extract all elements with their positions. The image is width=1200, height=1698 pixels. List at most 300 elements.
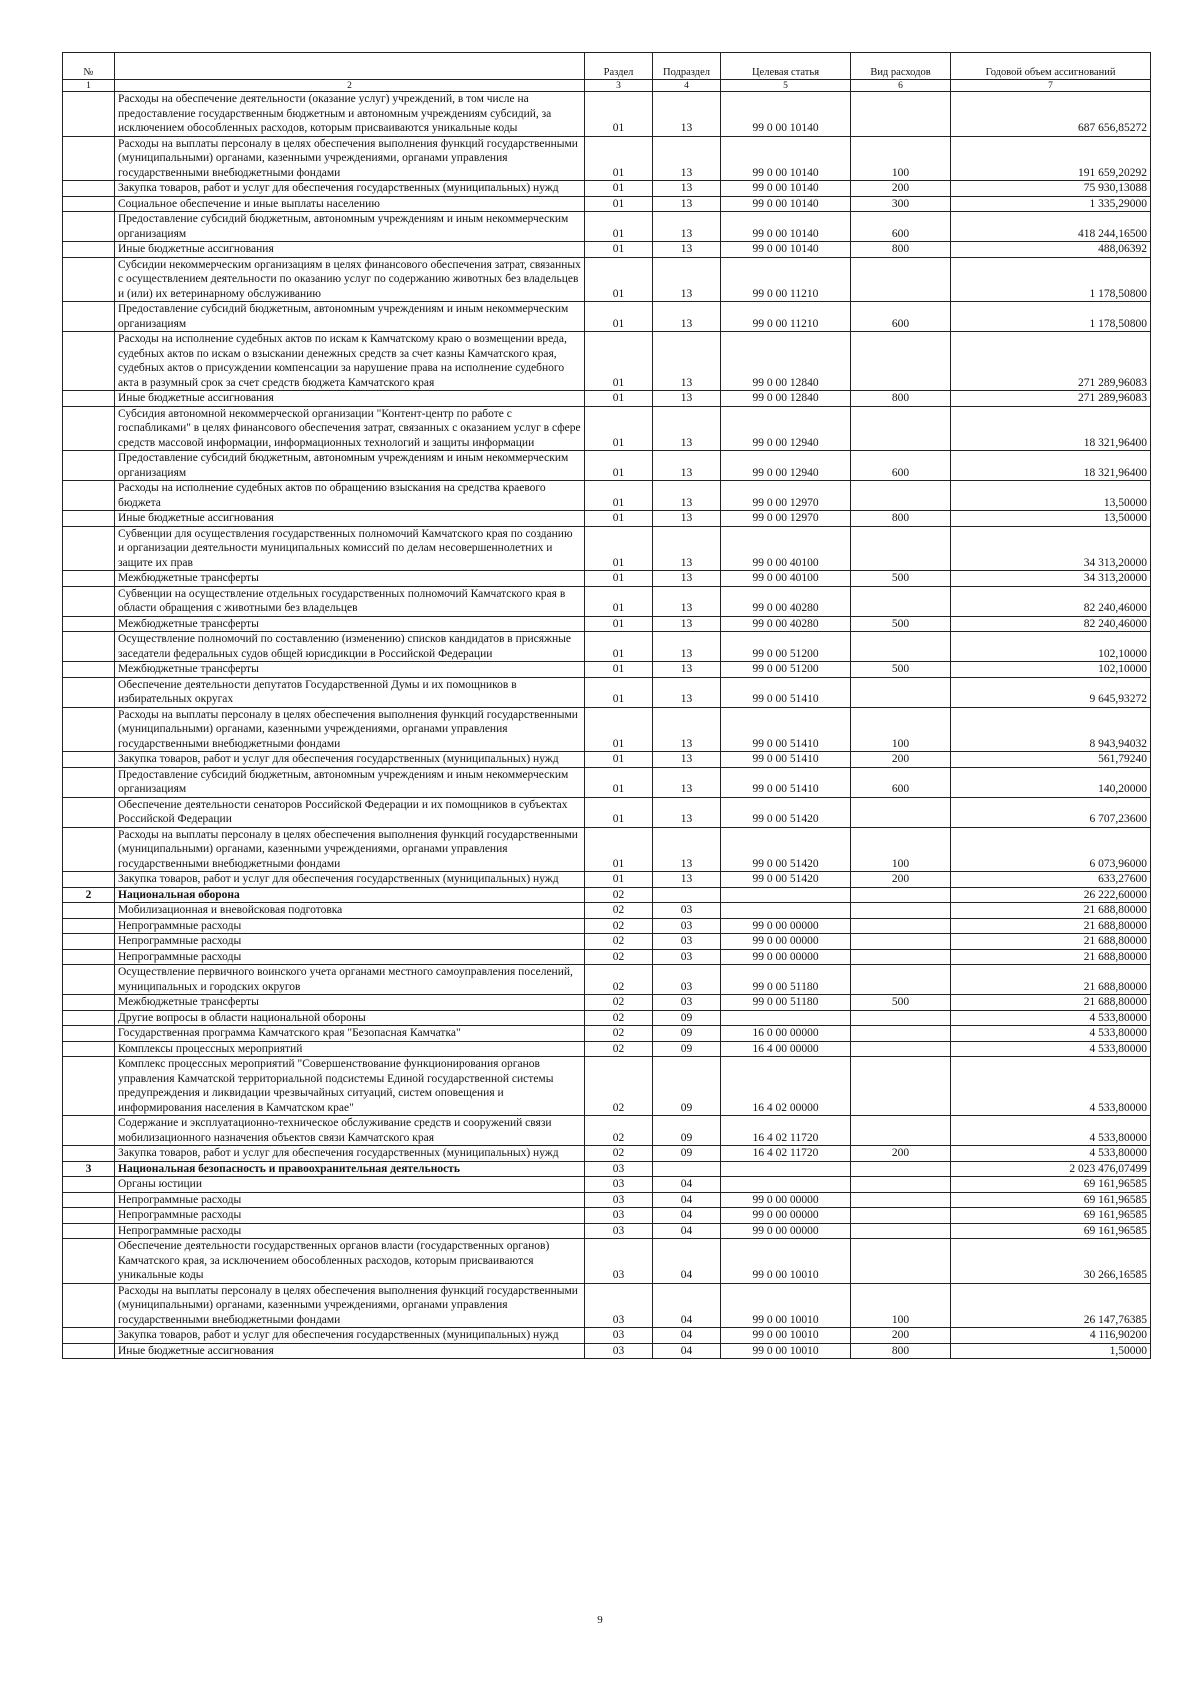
cell-razdel: 01	[585, 481, 653, 511]
cell-number	[63, 586, 115, 616]
table-row	[63, 1116, 1151, 1146]
cell-description: Комплексы процессных мероприятий	[115, 1041, 585, 1057]
cell-description: Обеспечение деятельности депутатов Государственной Думы и их помощников в избирательных округах	[115, 677, 585, 707]
cell-number	[63, 212, 115, 242]
cell-number	[63, 1328, 115, 1344]
table-row	[63, 965, 1151, 995]
cell-podrazdel	[653, 887, 721, 903]
cell-target-article: 99 0 00 51410	[721, 707, 851, 752]
cell-podrazdel: 13	[653, 136, 721, 181]
cell-expense-type: 200	[851, 752, 951, 768]
cell-number: 2	[63, 887, 115, 903]
cell-description: Расходы на выплаты персоналу в целях обеспечения выполнения функций государственными (муниципальными) органами, казенными учреждениями, органами управления государственными внебюджетными фондами	[115, 707, 585, 752]
cell-razdel: 02	[585, 918, 653, 934]
cell-razdel: 01	[585, 872, 653, 888]
cell-description: Непрограммные расходы	[115, 1192, 585, 1208]
cell-number	[63, 918, 115, 934]
table-row	[63, 1328, 1151, 1344]
cell-number	[63, 92, 115, 137]
cell-target-article: 16 4 02 11720	[721, 1146, 851, 1162]
table-row	[63, 332, 1151, 391]
table-row	[63, 797, 1151, 827]
cell-amount: 75 930,13088	[951, 181, 1151, 197]
cell-description: Непрограммные расходы	[115, 1208, 585, 1224]
cell-target-article: 99 0 00 00000	[721, 949, 851, 965]
table-row	[63, 616, 1151, 632]
header-annual-amount: Годовой объем ассигнований	[951, 53, 1151, 80]
cell-target-article: 16 0 00 00000	[721, 1026, 851, 1042]
cell-expense-type	[851, 481, 951, 511]
cell-description: Закупка товаров, работ и услуг для обеспечения государственных (муниципальных) нужд	[115, 1328, 585, 1344]
cell-podrazdel: 13	[653, 872, 721, 888]
cell-number	[63, 1146, 115, 1162]
cell-description: Межбюджетные трансферты	[115, 995, 585, 1011]
table-row	[63, 752, 1151, 768]
cell-razdel: 01	[585, 767, 653, 797]
cell-number	[63, 1057, 115, 1116]
table-row	[63, 586, 1151, 616]
cell-razdel: 03	[585, 1177, 653, 1193]
header-no: №	[63, 53, 115, 80]
cell-number	[63, 391, 115, 407]
cell-amount: 191 659,20292	[951, 136, 1151, 181]
cell-number	[63, 511, 115, 527]
cell-razdel: 02	[585, 1057, 653, 1116]
table-row	[63, 1177, 1151, 1193]
cell-podrazdel: 04	[653, 1239, 721, 1284]
cell-podrazdel: 03	[653, 949, 721, 965]
cell-expense-type	[851, 406, 951, 451]
cell-description: Предоставление субсидий бюджетным, автономным учреждениям и иным некоммерческим организациям	[115, 212, 585, 242]
cell-target-article: 99 0 00 10010	[721, 1239, 851, 1284]
table-row	[63, 1057, 1151, 1116]
cell-target-article: 99 0 00 51410	[721, 767, 851, 797]
header-description	[115, 53, 585, 80]
cell-expense-type: 200	[851, 1146, 951, 1162]
cell-expense-type	[851, 1116, 951, 1146]
cell-expense-type	[851, 1223, 951, 1239]
cell-expense-type: 200	[851, 1328, 951, 1344]
cell-description: Осуществление полномочий по составлению (изменению) списков кандидатов в присяжные заседатели федеральных судов общей юрисдикции в Российской Федерации	[115, 632, 585, 662]
cell-amount: 13,50000	[951, 511, 1151, 527]
cell-target-article: 99 0 00 10140	[721, 181, 851, 197]
cell-expense-type: 100	[851, 707, 951, 752]
cell-razdel: 01	[585, 242, 653, 258]
cell-podrazdel: 13	[653, 332, 721, 391]
table-row	[63, 481, 1151, 511]
cell-number	[63, 257, 115, 302]
cell-podrazdel: 13	[653, 662, 721, 678]
cell-razdel: 02	[585, 934, 653, 950]
cell-description: Мобилизационная и вневойсковая подготовка	[115, 903, 585, 919]
cell-number	[63, 767, 115, 797]
cell-description: Национальная безопасность и правоохранительная деятельность	[115, 1161, 585, 1177]
cell-description: Закупка товаров, работ и услуг для обеспечения государственных (муниципальных) нужд	[115, 1146, 585, 1162]
cell-number	[63, 632, 115, 662]
table-row	[63, 827, 1151, 872]
cell-expense-type: 600	[851, 302, 951, 332]
cell-podrazdel: 04	[653, 1283, 721, 1328]
cell-description: Межбюджетные трансферты	[115, 616, 585, 632]
cell-amount: 18 321,96400	[951, 451, 1151, 481]
cell-number	[63, 242, 115, 258]
cell-target-article: 99 0 00 10140	[721, 242, 851, 258]
cell-razdel: 01	[585, 181, 653, 197]
cell-number	[63, 949, 115, 965]
cell-description: Непрограммные расходы	[115, 1223, 585, 1239]
cell-expense-type	[851, 1161, 951, 1177]
cell-number	[63, 1192, 115, 1208]
cell-expense-type	[851, 903, 951, 919]
cell-amount: 82 240,46000	[951, 586, 1151, 616]
cell-amount: 2 023 476,07499	[951, 1161, 1151, 1177]
cell-number	[63, 136, 115, 181]
cell-razdel: 01	[585, 196, 653, 212]
cell-target-article: 99 0 00 10010	[721, 1328, 851, 1344]
cell-expense-type	[851, 918, 951, 934]
cell-expense-type: 200	[851, 872, 951, 888]
table-body	[63, 92, 1151, 1359]
cell-podrazdel: 03	[653, 965, 721, 995]
cell-description: Закупка товаров, работ и услуг для обеспечения государственных (муниципальных) нужд	[115, 872, 585, 888]
cell-podrazdel: 13	[653, 707, 721, 752]
cell-razdel: 01	[585, 302, 653, 332]
column-number: 1	[63, 80, 115, 92]
cell-razdel: 01	[585, 332, 653, 391]
table-row	[63, 1041, 1151, 1057]
cell-podrazdel: 13	[653, 752, 721, 768]
cell-description: Расходы на выплаты персоналу в целях обеспечения выполнения функций государственными (муниципальными) органами, казенными учреждениями, органами управления государственными внебюджетными фондами	[115, 1283, 585, 1328]
cell-podrazdel: 13	[653, 92, 721, 137]
cell-podrazdel: 04	[653, 1208, 721, 1224]
header-podrazdel: Подраздел	[653, 53, 721, 80]
cell-target-article: 99 0 00 12970	[721, 481, 851, 511]
cell-expense-type: 800	[851, 391, 951, 407]
cell-amount: 4 533,80000	[951, 1026, 1151, 1042]
cell-description: Субсидии некоммерческим организациям в целях финансового обеспечения затрат, связанных с осуществлением деятельности по оказанию услуг по содержанию животных без владельцев и (или) их ветеринарному обслуживанию	[115, 257, 585, 302]
table-row	[63, 1343, 1151, 1359]
cell-razdel: 03	[585, 1328, 653, 1344]
table-row	[63, 872, 1151, 888]
cell-target-article: 99 0 00 12940	[721, 451, 851, 481]
cell-razdel: 02	[585, 903, 653, 919]
cell-podrazdel: 04	[653, 1328, 721, 1344]
table-row	[63, 391, 1151, 407]
cell-amount: 34 313,20000	[951, 571, 1151, 587]
cell-number	[63, 1239, 115, 1284]
cell-amount: 1,50000	[951, 1343, 1151, 1359]
table-row	[63, 1223, 1151, 1239]
cell-description: Расходы на выплаты персоналу в целях обеспечения выполнения функций государственными (муниципальными) органами, казенными учреждениями, органами управления государственными внебюджетными фондами	[115, 136, 585, 181]
cell-number	[63, 797, 115, 827]
cell-description: Субвенции на осуществление отдельных государственных полномочий Камчатского края в области обращения с животными без владельцев	[115, 586, 585, 616]
cell-description: Предоставление субсидий бюджетным, автономным учреждениям и иным некоммерческим организациям	[115, 767, 585, 797]
cell-number	[63, 526, 115, 571]
cell-podrazdel: 09	[653, 1146, 721, 1162]
column-number: 4	[653, 80, 721, 92]
cell-target-article: 99 0 00 00000	[721, 1208, 851, 1224]
cell-amount: 21 688,80000	[951, 934, 1151, 950]
cell-amount: 1 335,29000	[951, 196, 1151, 212]
cell-description: Предоставление субсидий бюджетным, автономным учреждениям и иным некоммерческим организациям	[115, 451, 585, 481]
cell-target-article: 99 0 00 40100	[721, 526, 851, 571]
table-row	[63, 302, 1151, 332]
cell-amount: 26 147,76385	[951, 1283, 1151, 1328]
cell-razdel: 02	[585, 949, 653, 965]
cell-target-article: 99 0 00 00000	[721, 1192, 851, 1208]
cell-amount: 6 073,96000	[951, 827, 1151, 872]
cell-razdel: 03	[585, 1283, 653, 1328]
cell-podrazdel: 09	[653, 1010, 721, 1026]
cell-podrazdel: 09	[653, 1026, 721, 1042]
cell-expense-type	[851, 797, 951, 827]
cell-description: Субсидия автономной некоммерческой организации "Контент-центр по работе с госпабликами" в целях финансового обеспечения затрат, связанных с оказанием услуг в сфере средств массовой информации, информационных технологий и защиты информации	[115, 406, 585, 451]
cell-target-article: 99 0 00 51410	[721, 677, 851, 707]
cell-razdel: 02	[585, 995, 653, 1011]
cell-description: Государственная программа Камчатского края "Безопасная Камчатка"	[115, 1026, 585, 1042]
cell-number	[63, 995, 115, 1011]
cell-podrazdel: 04	[653, 1223, 721, 1239]
cell-podrazdel: 13	[653, 242, 721, 258]
cell-number	[63, 752, 115, 768]
cell-target-article	[721, 1177, 851, 1193]
cell-expense-type: 800	[851, 242, 951, 258]
table-row	[63, 92, 1151, 137]
cell-number	[63, 934, 115, 950]
cell-amount: 271 289,96083	[951, 332, 1151, 391]
cell-target-article: 99 0 00 51200	[721, 632, 851, 662]
cell-description: Органы юстиции	[115, 1177, 585, 1193]
cell-number	[63, 616, 115, 632]
cell-expense-type	[851, 1192, 951, 1208]
header-target-article: Целевая статья	[721, 53, 851, 80]
table-row	[63, 1010, 1151, 1026]
table-row	[63, 918, 1151, 934]
cell-description: Обеспечение деятельности сенаторов Российской Федерации и их помощников в субъектах Российской Федерации	[115, 797, 585, 827]
cell-expense-type: 100	[851, 136, 951, 181]
cell-expense-type	[851, 1208, 951, 1224]
cell-number	[63, 1026, 115, 1042]
cell-description: Иные бюджетные ассигнования	[115, 511, 585, 527]
cell-amount: 102,10000	[951, 662, 1151, 678]
cell-target-article: 99 0 00 40280	[721, 616, 851, 632]
cell-description: Национальная оборона	[115, 887, 585, 903]
table-row	[63, 571, 1151, 587]
cell-amount: 4 533,80000	[951, 1010, 1151, 1026]
cell-description: Иные бюджетные ассигнования	[115, 391, 585, 407]
cell-amount: 4 533,80000	[951, 1116, 1151, 1146]
cell-podrazdel: 13	[653, 212, 721, 242]
cell-target-article: 99 0 00 10010	[721, 1343, 851, 1359]
table-row	[63, 903, 1151, 919]
cell-amount: 140,20000	[951, 767, 1151, 797]
cell-amount: 21 688,80000	[951, 949, 1151, 965]
cell-expense-type	[851, 677, 951, 707]
cell-podrazdel: 13	[653, 196, 721, 212]
cell-podrazdel: 03	[653, 918, 721, 934]
cell-amount: 69 161,96585	[951, 1223, 1151, 1239]
cell-target-article: 99 0 00 51180	[721, 965, 851, 995]
cell-description: Расходы на исполнение судебных актов по обращению взыскания на средства краевого бюджета	[115, 481, 585, 511]
cell-razdel: 01	[585, 406, 653, 451]
cell-expense-type: 200	[851, 181, 951, 197]
cell-amount: 34 313,20000	[951, 526, 1151, 571]
cell-target-article: 99 0 00 12940	[721, 406, 851, 451]
table-row	[63, 662, 1151, 678]
cell-expense-type	[851, 92, 951, 137]
cell-number: 3	[63, 1161, 115, 1177]
cell-expense-type: 300	[851, 196, 951, 212]
cell-podrazdel: 13	[653, 632, 721, 662]
cell-description: Закупка товаров, работ и услуг для обеспечения государственных (муниципальных) нужд	[115, 752, 585, 768]
cell-razdel: 01	[585, 677, 653, 707]
cell-expense-type	[851, 1010, 951, 1026]
table-row	[63, 451, 1151, 481]
cell-amount: 30 266,16585	[951, 1239, 1151, 1284]
cell-expense-type	[851, 1026, 951, 1042]
cell-number	[63, 481, 115, 511]
cell-number	[63, 662, 115, 678]
table-row	[63, 887, 1151, 903]
cell-amount: 418 244,16500	[951, 212, 1151, 242]
cell-number	[63, 1223, 115, 1239]
cell-podrazdel: 13	[653, 481, 721, 511]
cell-razdel: 03	[585, 1208, 653, 1224]
column-number: 7	[951, 80, 1151, 92]
cell-podrazdel: 13	[653, 677, 721, 707]
cell-expense-type: 100	[851, 1283, 951, 1328]
cell-description: Межбюджетные трансферты	[115, 571, 585, 587]
table-row	[63, 136, 1151, 181]
header-row	[63, 53, 1151, 80]
cell-podrazdel: 04	[653, 1343, 721, 1359]
cell-target-article: 99 0 00 10140	[721, 196, 851, 212]
cell-amount: 561,79240	[951, 752, 1151, 768]
cell-razdel: 01	[585, 707, 653, 752]
cell-podrazdel: 13	[653, 406, 721, 451]
cell-number	[63, 1343, 115, 1359]
cell-description: Другие вопросы в области национальной обороны	[115, 1010, 585, 1026]
cell-amount: 69 161,96585	[951, 1177, 1151, 1193]
cell-target-article: 99 0 00 51420	[721, 797, 851, 827]
cell-amount: 102,10000	[951, 632, 1151, 662]
cell-number	[63, 1010, 115, 1026]
cell-description: Непрограммные расходы	[115, 949, 585, 965]
cell-expense-type	[851, 332, 951, 391]
table-row	[63, 212, 1151, 242]
cell-razdel: 03	[585, 1161, 653, 1177]
cell-target-article	[721, 903, 851, 919]
cell-description: Содержание и эксплуатационно-техническое обслуживание средств и сооружений связи мобилизационного назначения объектов связи Камчатского края	[115, 1116, 585, 1146]
table-row	[63, 1026, 1151, 1042]
cell-amount: 13,50000	[951, 481, 1151, 511]
cell-razdel: 01	[585, 526, 653, 571]
cell-amount: 21 688,80000	[951, 995, 1151, 1011]
table-row	[63, 707, 1151, 752]
cell-podrazdel: 09	[653, 1116, 721, 1146]
cell-razdel: 01	[585, 616, 653, 632]
cell-number	[63, 302, 115, 332]
table-row	[63, 1239, 1151, 1284]
table-row	[63, 242, 1151, 258]
cell-amount: 4 533,80000	[951, 1041, 1151, 1057]
cell-target-article: 99 0 00 51180	[721, 995, 851, 1011]
cell-target-article: 99 0 00 12970	[721, 511, 851, 527]
cell-amount: 9 645,93272	[951, 677, 1151, 707]
cell-amount: 271 289,96083	[951, 391, 1151, 407]
cell-number	[63, 872, 115, 888]
cell-razdel: 01	[585, 257, 653, 302]
cell-amount: 21 688,80000	[951, 903, 1151, 919]
cell-target-article: 99 0 00 00000	[721, 934, 851, 950]
cell-podrazdel: 09	[653, 1057, 721, 1116]
cell-podrazdel: 09	[653, 1041, 721, 1057]
table-row	[63, 1283, 1151, 1328]
cell-expense-type	[851, 965, 951, 995]
budget-table	[62, 52, 1151, 1359]
cell-podrazdel: 13	[653, 767, 721, 797]
cell-podrazdel: 03	[653, 995, 721, 1011]
cell-number	[63, 965, 115, 995]
cell-amount: 687 656,85272	[951, 92, 1151, 137]
cell-razdel: 01	[585, 752, 653, 768]
cell-razdel: 03	[585, 1192, 653, 1208]
cell-target-article	[721, 887, 851, 903]
cell-target-article	[721, 1010, 851, 1026]
cell-podrazdel: 13	[653, 526, 721, 571]
column-number: 3	[585, 80, 653, 92]
cell-description: Социальное обеспечение и иные выплаты населению	[115, 196, 585, 212]
cell-target-article: 99 0 00 00000	[721, 1223, 851, 1239]
cell-number	[63, 451, 115, 481]
cell-podrazdel: 13	[653, 797, 721, 827]
cell-description: Комплекс процессных мероприятий "Совершенствование функционирования органов управления Камчатской территориальной подсистемы Единой государственной системы предупреждения и ликвидации чрезвычайных ситуаций, систем оповещения и информирования населения в Камчатском крае"	[115, 1057, 585, 1116]
cell-description: Иные бюджетные ассигнования	[115, 1343, 585, 1359]
cell-description: Закупка товаров, работ и услуг для обеспечения государственных (муниципальных) нужд	[115, 181, 585, 197]
header-razdel: Раздел	[585, 53, 653, 80]
cell-amount: 4 533,80000	[951, 1146, 1151, 1162]
table-row	[63, 632, 1151, 662]
column-number-row	[63, 80, 1151, 92]
cell-number	[63, 903, 115, 919]
table-row	[63, 196, 1151, 212]
cell-podrazdel: 13	[653, 181, 721, 197]
cell-description: Предоставление субсидий бюджетным, автономным учреждениям и иным некоммерческим организациям	[115, 302, 585, 332]
table-row	[63, 767, 1151, 797]
cell-target-article: 99 0 00 11210	[721, 257, 851, 302]
table-row	[63, 526, 1151, 571]
cell-razdel: 01	[585, 451, 653, 481]
cell-target-article: 99 0 00 10140	[721, 92, 851, 137]
cell-razdel: 01	[585, 391, 653, 407]
cell-expense-type	[851, 1177, 951, 1193]
cell-expense-type	[851, 887, 951, 903]
cell-amount: 488,06392	[951, 242, 1151, 258]
cell-razdel: 01	[585, 632, 653, 662]
table-row	[63, 511, 1151, 527]
cell-podrazdel: 13	[653, 586, 721, 616]
cell-target-article: 99 0 00 51410	[721, 752, 851, 768]
cell-expense-type	[851, 1057, 951, 1116]
cell-razdel: 02	[585, 1146, 653, 1162]
cell-expense-type: 500	[851, 616, 951, 632]
table-row	[63, 995, 1151, 1011]
cell-razdel: 01	[585, 136, 653, 181]
cell-amount: 6 707,23600	[951, 797, 1151, 827]
cell-amount: 82 240,46000	[951, 616, 1151, 632]
cell-target-article: 99 0 00 40280	[721, 586, 851, 616]
cell-description: Расходы на исполнение судебных актов по искам к Камчатскому краю о возмещении вреда, судебных актов по искам о взыскании денежных средств за счет казны Камчатского края, судебных актов о присуждении компенсации за нарушение права на исполнение судебного акта в разумный срок за счет средств бюджета Камчатского края	[115, 332, 585, 391]
